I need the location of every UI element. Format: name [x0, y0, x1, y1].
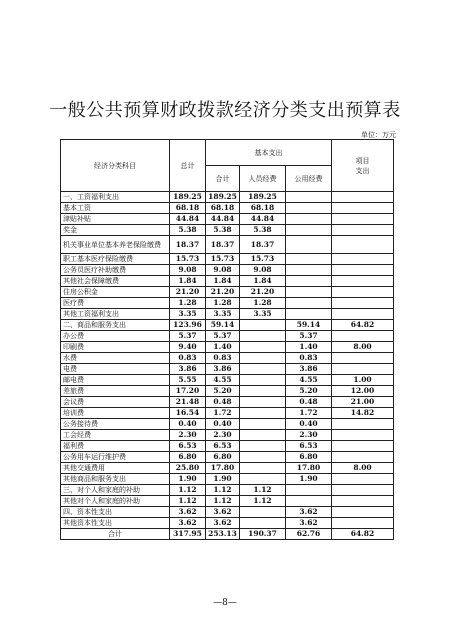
row-project [332, 485, 394, 496]
row-public [286, 287, 332, 298]
row-project: 21.00 [332, 397, 394, 408]
row-public: 1.90 [286, 474, 332, 485]
row-project [332, 518, 394, 529]
row-name: 基本工资 [61, 203, 170, 214]
row-project [332, 287, 394, 298]
row-name: 水费 [61, 353, 170, 364]
table-row [61, 463, 394, 474]
row-project [332, 353, 394, 364]
row-basic: 21.20 [206, 287, 240, 298]
row-total: 6.80 [170, 452, 206, 463]
row-personnel [240, 364, 286, 375]
row-basic: 9.08 [206, 265, 240, 276]
row-basic: 17.80 [206, 463, 240, 474]
row-name: 邮电费 [61, 375, 170, 386]
table-row [61, 203, 394, 214]
header-project [332, 140, 394, 192]
row-basic: 44.84 [206, 214, 240, 225]
table-row [61, 236, 394, 254]
header-basic: 基本支出 [206, 140, 332, 166]
row-personnel [240, 518, 286, 529]
row-total: 44.84 [170, 214, 206, 225]
row-basic: 59.14 [206, 320, 240, 331]
row-name: 其他社会保障缴费 [61, 276, 170, 287]
table-row [61, 496, 394, 507]
table-row [61, 397, 394, 408]
row-basic: 0.40 [206, 419, 240, 430]
row-name: 会议费 [61, 397, 170, 408]
row-name: 公务用车运行维护费 [61, 452, 170, 463]
row-public: 5.20 [286, 386, 332, 397]
row-basic: 1.12 [206, 485, 240, 496]
totals-public: 62.76 [286, 529, 332, 540]
row-personnel [240, 507, 286, 518]
row-total: 21.20 [170, 287, 206, 298]
row-name: 差旅费 [61, 386, 170, 397]
row-total: 6.53 [170, 441, 206, 452]
row-project [332, 441, 394, 452]
row-personnel [240, 342, 286, 353]
table-row [61, 408, 394, 419]
row-personnel: 189.25 [240, 192, 286, 203]
row-basic: 3.35 [206, 309, 240, 320]
row-personnel [240, 452, 286, 463]
table-row [61, 364, 394, 375]
row-project: 1.00 [332, 375, 394, 386]
row-total: 21.48 [170, 397, 206, 408]
row-project [332, 192, 394, 203]
row-basic: 0.83 [206, 353, 240, 364]
row-total: 1.28 [170, 298, 206, 309]
row-total: 25.80 [170, 463, 206, 474]
table-row [61, 225, 394, 236]
table-row [61, 276, 394, 287]
row-public: 0.48 [286, 397, 332, 408]
row-basic: 1.84 [206, 276, 240, 287]
row-total: 16.54 [170, 408, 206, 419]
table-row [61, 353, 394, 364]
totals-total: 317.95 [170, 529, 206, 540]
row-total: 3.86 [170, 364, 206, 375]
row-basic: 1.90 [206, 474, 240, 485]
row-project [332, 452, 394, 463]
row-total: 15.73 [170, 254, 206, 265]
row-name: 公务员医疗补助缴费 [61, 265, 170, 276]
row-personnel [240, 375, 286, 386]
table-row [61, 452, 394, 463]
row-personnel: 9.08 [240, 265, 286, 276]
row-name: 工会经费 [61, 430, 170, 441]
row-project [332, 496, 394, 507]
row-total: 5.38 [170, 225, 206, 236]
row-basic: 15.73 [206, 254, 240, 265]
row-project: 64.82 [332, 320, 394, 331]
header-project-text: 项目支出 [355, 156, 370, 175]
header-personnel: 人员经费 [240, 166, 286, 192]
row-project [332, 276, 394, 287]
row-total: 17.20 [170, 386, 206, 397]
table-row [61, 430, 394, 441]
row-personnel: 18.37 [240, 236, 286, 254]
row-name: 培训费 [61, 408, 170, 419]
row-total: 18.37 [170, 236, 206, 254]
table-row [61, 192, 394, 203]
row-basic: 5.38 [206, 225, 240, 236]
row-basic: 3.62 [206, 507, 240, 518]
row-name: 一、工资福利支出 [61, 192, 170, 203]
row-personnel: 15.73 [240, 254, 286, 265]
row-project [332, 298, 394, 309]
unit-label: 单位：万元 [361, 131, 396, 139]
row-total: 0.40 [170, 419, 206, 430]
table-row [61, 331, 394, 342]
row-public [286, 203, 332, 214]
row-personnel: 68.18 [240, 203, 286, 214]
page-title: 一般公共预算财政拨款经济分类支出预算表 [49, 100, 401, 121]
row-public [286, 298, 332, 309]
row-public: 3.86 [286, 364, 332, 375]
row-project [332, 214, 394, 225]
table-row [61, 485, 394, 496]
row-project [332, 430, 394, 441]
row-basic: 189.25 [206, 192, 240, 203]
table-row [61, 507, 394, 518]
row-total: 189.25 [170, 192, 206, 203]
row-basic: 0.48 [206, 397, 240, 408]
row-name: 住房公积金 [61, 287, 170, 298]
page-number: —8— [213, 598, 237, 608]
row-basic: 3.62 [206, 518, 240, 529]
row-project: 8.00 [332, 463, 394, 474]
row-name: 职工基本医疗保险缴费 [61, 254, 170, 265]
row-project [332, 254, 394, 265]
row-name: 四、资本性支出 [61, 507, 170, 518]
row-personnel [240, 408, 286, 419]
row-personnel: 21.20 [240, 287, 286, 298]
row-basic: 1.40 [206, 342, 240, 353]
row-name: 印刷费 [61, 342, 170, 353]
row-basic: 1.28 [206, 298, 240, 309]
table-row [61, 214, 394, 225]
row-name: 医疗费 [61, 298, 170, 309]
row-total: 1.90 [170, 474, 206, 485]
row-public [286, 225, 332, 236]
row-personnel [240, 320, 286, 331]
row-name: 其他工资福利支出 [61, 309, 170, 320]
row-personnel [240, 474, 286, 485]
row-basic: 6.53 [206, 441, 240, 452]
row-total: 3.62 [170, 507, 206, 518]
row-public: 3.62 [286, 507, 332, 518]
row-public: 1.72 [286, 408, 332, 419]
row-name: 其他对个人和家庭的补助 [61, 496, 170, 507]
budget-table [60, 139, 394, 540]
header-name: 经济分类科目 [61, 140, 170, 192]
row-total: 1.12 [170, 485, 206, 496]
table-row [61, 386, 394, 397]
row-total: 0.83 [170, 353, 206, 364]
row-project [332, 364, 394, 375]
table-row [61, 375, 394, 386]
row-name: 福利费 [61, 441, 170, 452]
header-public: 公用经费 [286, 166, 332, 192]
row-public [286, 276, 332, 287]
totals-personnel: 190.37 [240, 529, 286, 540]
table-row [61, 419, 394, 430]
row-public [286, 485, 332, 496]
row-total: 5.55 [170, 375, 206, 386]
row-public [286, 192, 332, 203]
table-row [61, 518, 394, 529]
row-public: 6.80 [286, 452, 332, 463]
row-basic: 5.20 [206, 386, 240, 397]
row-public [286, 236, 332, 254]
row-personnel: 5.38 [240, 225, 286, 236]
row-total: 5.37 [170, 331, 206, 342]
table-row [61, 342, 394, 353]
row-personnel: 44.84 [240, 214, 286, 225]
row-personnel: 1.12 [240, 485, 286, 496]
row-basic: 1.12 [206, 496, 240, 507]
row-personnel [240, 419, 286, 430]
row-public: 17.80 [286, 463, 332, 474]
table-row [61, 309, 394, 320]
row-public: 6.53 [286, 441, 332, 452]
row-public: 4.55 [286, 375, 332, 386]
row-personnel [240, 386, 286, 397]
totals-label: 合计 [61, 529, 170, 540]
row-personnel [240, 441, 286, 452]
row-name: 公务接待费 [61, 419, 170, 430]
totals-row [61, 529, 394, 540]
row-total: 1.12 [170, 496, 206, 507]
row-public: 3.62 [286, 518, 332, 529]
row-total: 123.96 [170, 320, 206, 331]
table-body [61, 192, 394, 529]
row-personnel [240, 331, 286, 342]
row-name: 机关事业单位基本养老保险缴费 [61, 236, 170, 254]
row-project [332, 309, 394, 320]
row-public: 2.30 [286, 430, 332, 441]
row-public: 1.40 [286, 342, 332, 353]
row-basic: 18.37 [206, 236, 240, 254]
row-public: 5.37 [286, 331, 332, 342]
row-personnel [240, 397, 286, 408]
row-name: 办公费 [61, 331, 170, 342]
row-name: 三、对个人和家庭的补助 [61, 485, 170, 496]
row-total: 2.30 [170, 430, 206, 441]
row-total: 3.62 [170, 518, 206, 529]
row-total: 68.18 [170, 203, 206, 214]
table-row [61, 474, 394, 485]
totals-project: 64.82 [332, 529, 394, 540]
row-project: 12.00 [332, 386, 394, 397]
row-basic: 4.55 [206, 375, 240, 386]
row-project [332, 331, 394, 342]
table-row [61, 287, 394, 298]
table-row [61, 265, 394, 276]
totals-basic: 253.13 [206, 529, 240, 540]
row-public: 59.14 [286, 320, 332, 331]
row-public [286, 254, 332, 265]
row-name: 其他交通费用 [61, 463, 170, 474]
table-row [61, 298, 394, 309]
row-name: 其他商品和服务支出 [61, 474, 170, 485]
row-public: 0.83 [286, 353, 332, 364]
table-row [61, 320, 394, 331]
row-personnel [240, 463, 286, 474]
row-project [332, 474, 394, 485]
row-basic: 3.86 [206, 364, 240, 375]
row-project [332, 203, 394, 214]
row-name: 津贴补贴 [61, 214, 170, 225]
header-total: 总计 [170, 140, 206, 192]
row-total: 1.84 [170, 276, 206, 287]
row-basic: 6.80 [206, 452, 240, 463]
row-public: 0.40 [286, 419, 332, 430]
row-public [286, 265, 332, 276]
row-basic: 68.18 [206, 203, 240, 214]
row-total: 9.08 [170, 265, 206, 276]
row-basic: 1.72 [206, 408, 240, 419]
row-project [332, 507, 394, 518]
row-project: 14.82 [332, 408, 394, 419]
row-public [286, 309, 332, 320]
row-personnel [240, 430, 286, 441]
row-name: 二、商品和服务支出 [61, 320, 170, 331]
row-personnel: 1.84 [240, 276, 286, 287]
row-total: 9.40 [170, 342, 206, 353]
row-name: 奖金 [61, 225, 170, 236]
row-public [286, 496, 332, 507]
row-project [332, 236, 394, 254]
header-basic-total: 合计 [206, 166, 240, 192]
row-public [286, 214, 332, 225]
row-personnel [240, 353, 286, 364]
row-personnel: 3.35 [240, 309, 286, 320]
row-basic: 2.30 [206, 430, 240, 441]
table-row [61, 254, 394, 265]
row-basic: 5.37 [206, 331, 240, 342]
row-project: 8.00 [332, 342, 394, 353]
row-personnel: 1.28 [240, 298, 286, 309]
table-row [61, 441, 394, 452]
row-project [332, 225, 394, 236]
row-project [332, 419, 394, 430]
row-total: 3.35 [170, 309, 206, 320]
row-personnel: 1.12 [240, 496, 286, 507]
row-project [332, 265, 394, 276]
row-name: 其他资本性支出 [61, 518, 170, 529]
row-name: 电费 [61, 364, 170, 375]
